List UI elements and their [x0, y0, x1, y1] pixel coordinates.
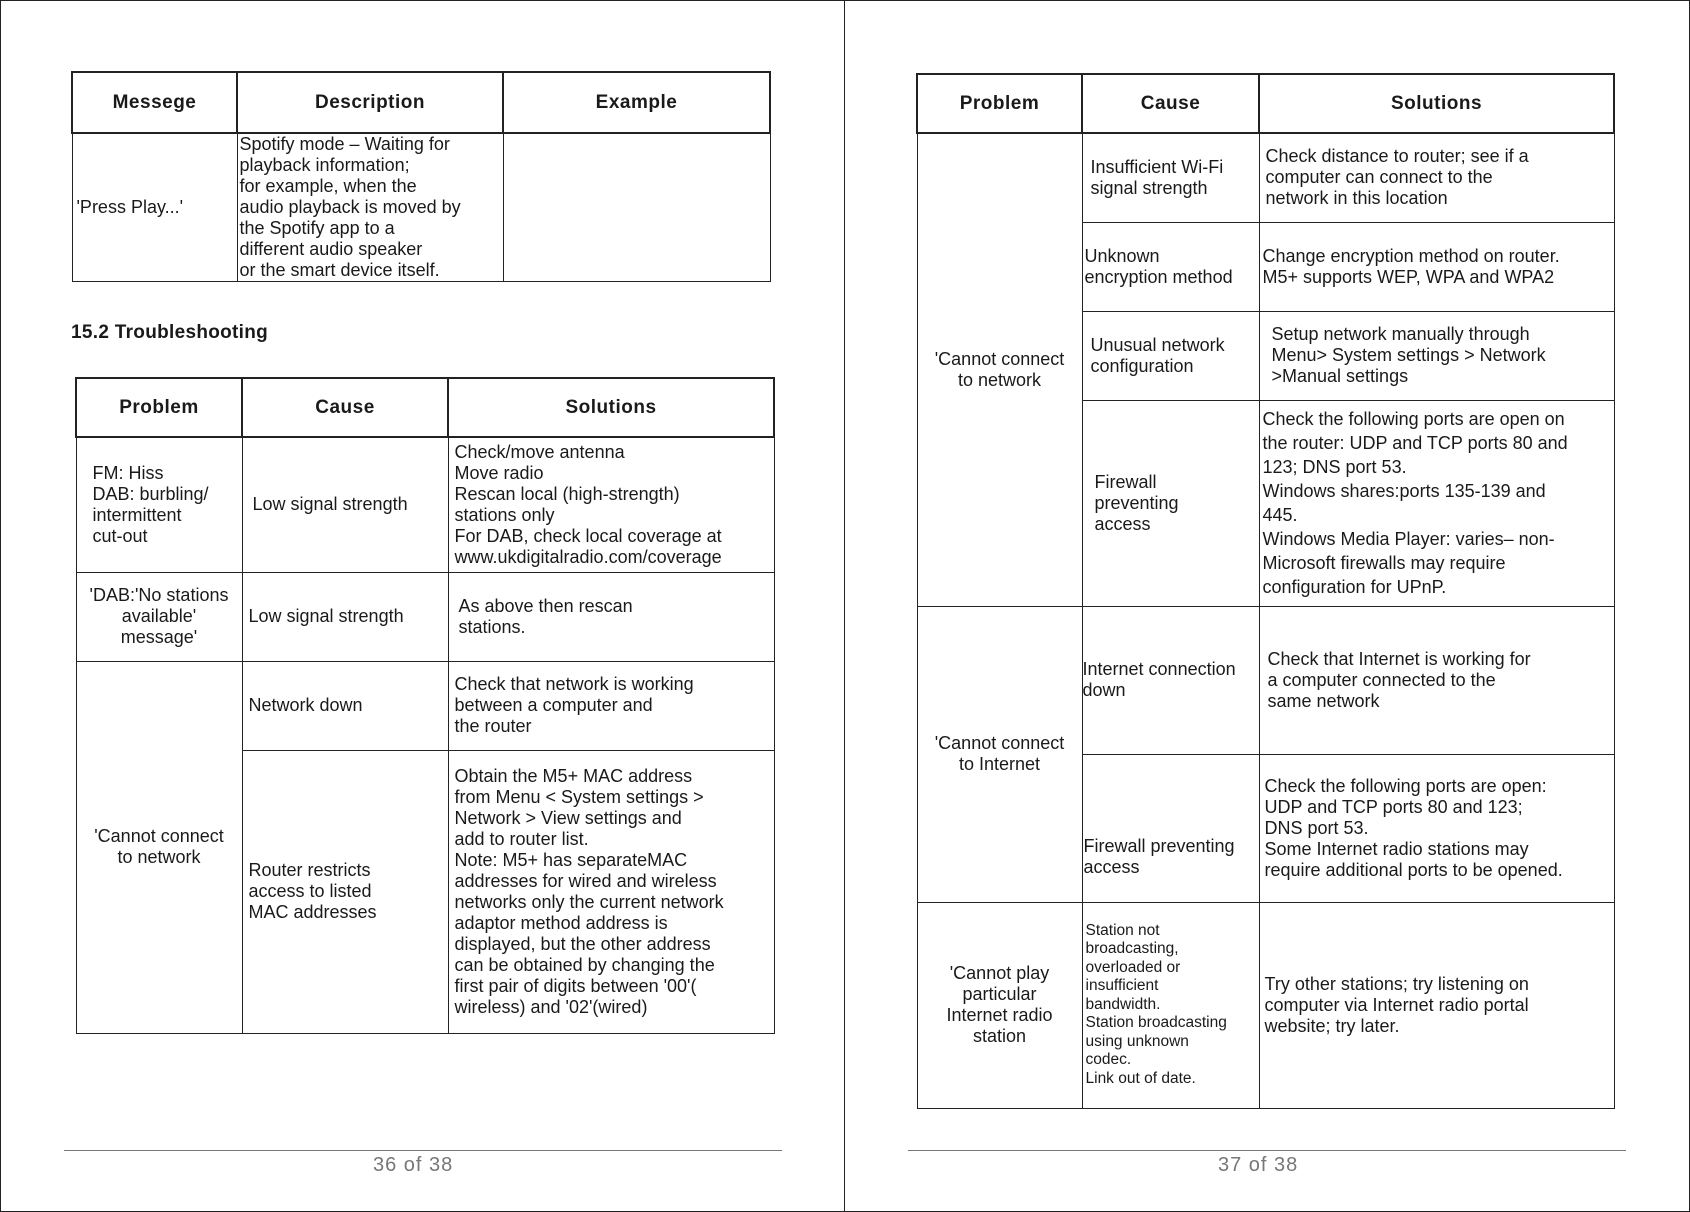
- problem-cell: FM: Hiss DAB: burbling/ intermittent cut-out: [76, 437, 242, 572]
- message-cell: 'Press Play...': [72, 133, 237, 282]
- table-row: [917, 902, 1614, 1108]
- solution-cell: Check distance to router; see if a computer can connect to the network in this location: [1259, 133, 1614, 222]
- cause-cell: Low signal strength: [242, 572, 448, 661]
- cause-cell: Network down: [242, 661, 448, 750]
- header-messege: Messege: [72, 72, 237, 133]
- section-title: 15.2 Troubleshooting: [71, 322, 269, 343]
- page-37: [845, 0, 1690, 1212]
- header-cause: Cause: [242, 378, 448, 437]
- footer-rule: [908, 1150, 1626, 1151]
- troubleshooting-table-right: [916, 73, 1615, 1109]
- header-problem: Problem: [76, 378, 242, 437]
- solution-cell: Setup network manually through Menu> System settings > Network >Manual settings: [1259, 311, 1614, 400]
- solution-cell: Check that Internet is working for a computer connected to the same network: [1259, 606, 1614, 754]
- message-table: [71, 71, 771, 282]
- cause-cell: Unusual network configuration: [1082, 311, 1259, 400]
- cause-cell: Firewall preventing access: [1082, 400, 1259, 606]
- solution-cell: Check that network is working between a computer and the router: [448, 661, 774, 750]
- problem-cell: 'Cannot connect to network: [76, 661, 242, 1033]
- cause-cell: Firewall preventing access: [1082, 754, 1259, 902]
- solution-cell: Obtain the M5+ MAC address from Menu < System settings > Network > View settings and add to router list. Note: M5+ has separateMAC addresses for wired and wireless networks only the current network adaptor method address is displayed, but the other address can be obtained by changing the first pair of digits between '00'( wireless) and '02'(wired): [448, 750, 774, 1033]
- header-solutions: Solutions: [1259, 74, 1614, 133]
- troubleshooting-table-left: [75, 377, 775, 1034]
- solution-cell: As above then rescan stations.: [448, 572, 774, 661]
- header-example: Example: [503, 72, 770, 133]
- table-row: [76, 437, 774, 572]
- problem-cell: 'Cannot connect to network: [917, 133, 1082, 606]
- table-row: [917, 133, 1614, 222]
- header-description: Description: [237, 72, 503, 133]
- table-row: [76, 661, 774, 750]
- page-number: 36 of 38: [373, 1154, 454, 1176]
- table-row: [917, 606, 1614, 754]
- page-36: [0, 0, 844, 1212]
- header-solutions: Solutions: [448, 378, 774, 437]
- cause-cell: Low signal strength: [242, 437, 448, 572]
- problem-cell: 'Cannot play particular Internet radio station: [917, 902, 1082, 1108]
- table-row: [76, 572, 774, 661]
- solution-cell: Check/move antenna Move radio Rescan local (high-strength) stations only For DAB, check local coverage at www.ukdigitalradio.com/coverage: [448, 437, 774, 572]
- solution-cell: Try other stations; try listening on computer via Internet radio portal website; try later.: [1259, 902, 1614, 1108]
- header-cause: Cause: [1082, 74, 1259, 133]
- example-cell: [503, 133, 770, 282]
- cause-cell: Insufficient Wi-Fi signal strength: [1082, 133, 1259, 222]
- problem-cell: 'DAB:'No stations available' message': [76, 572, 242, 661]
- header-problem: Problem: [917, 74, 1082, 133]
- solution-cell: Check the following ports are open on the router: UDP and TCP ports 80 and 123; DNS port 53. Windows shares:ports 135-139 and 445. Windows Media Player: varies– non- Microsoft firewalls may require configuration for UPnP.: [1259, 400, 1614, 606]
- cause-cell: Internet connection down: [1082, 606, 1259, 754]
- footer-rule: [64, 1150, 782, 1151]
- page-number: 37 of 38: [1218, 1154, 1299, 1176]
- description-cell: Spotify mode – Waiting for playback information; for example, when the audio playback is moved by the Spotify app to a different audio speaker or the smart device itself.: [237, 133, 503, 282]
- cause-cell: Station not broadcasting, overloaded or insufficient bandwidth. Station broadcasting using unknown codec. Link out of date.: [1082, 902, 1259, 1108]
- solution-cell: Check the following ports are open: UDP and TCP ports 80 and 123; DNS port 53. Some Internet radio stations may require additional ports to be opened.: [1259, 754, 1614, 902]
- problem-cell: 'Cannot connect to Internet: [917, 606, 1082, 902]
- cause-cell: Unknown encryption method: [1082, 222, 1259, 311]
- cause-cell: Router restricts access to listed MAC addresses: [242, 750, 448, 1033]
- solution-cell: Change encryption method on router. M5+ supports WEP, WPA and WPA2: [1259, 222, 1614, 311]
